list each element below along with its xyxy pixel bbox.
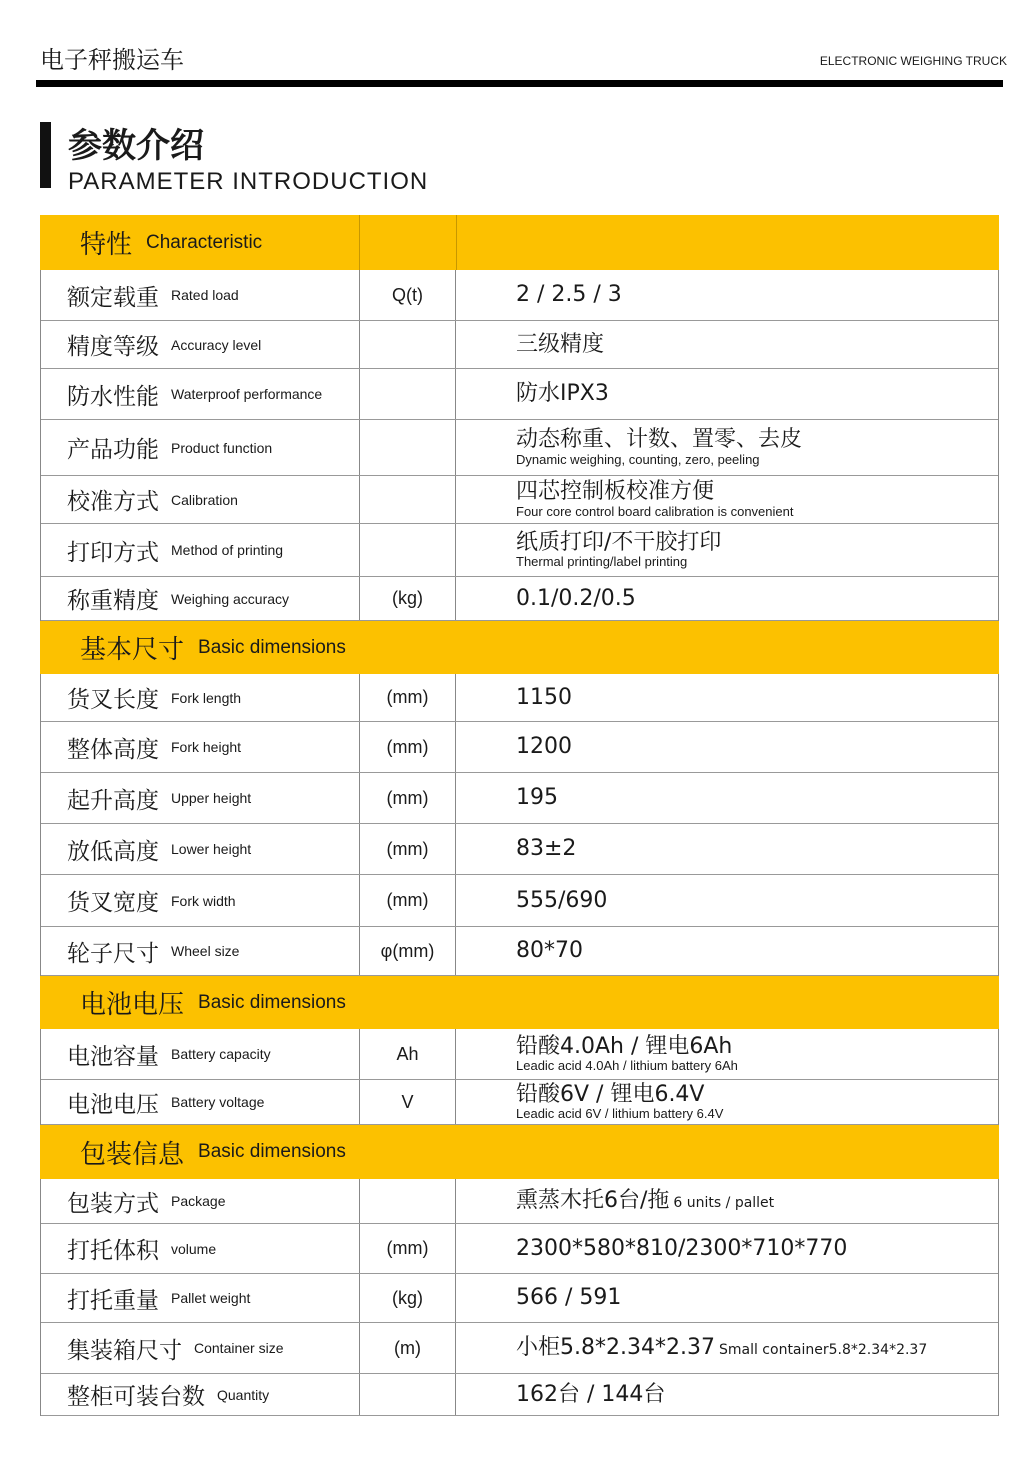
param-label-cn: 放低高度 bbox=[67, 838, 159, 865]
param-label bbox=[40, 773, 359, 823]
param-unit: φ(mm) bbox=[359, 927, 456, 975]
value-text: 80*70 bbox=[516, 938, 583, 964]
param-label bbox=[40, 524, 359, 576]
param-label-en: Quantity bbox=[217, 1386, 270, 1403]
param-value bbox=[456, 824, 999, 874]
table-row bbox=[40, 1274, 999, 1323]
param-label-en: Rated load bbox=[171, 287, 239, 303]
param-label-en: Wheel size bbox=[171, 943, 240, 959]
param-label bbox=[40, 1374, 359, 1415]
param-label-cn: 防水性能 bbox=[67, 383, 159, 410]
table-row bbox=[40, 875, 999, 927]
group-title-cn: 基本尺寸 bbox=[80, 635, 185, 665]
param-label-en: Accuracy level bbox=[171, 336, 262, 353]
param-unit bbox=[359, 476, 456, 523]
param-value bbox=[456, 722, 999, 772]
param-unit: (mm) bbox=[359, 773, 456, 823]
value-text: 1150 bbox=[516, 684, 572, 710]
table-row bbox=[40, 369, 999, 420]
param-label-en: Battery capacity bbox=[171, 1046, 271, 1062]
param-unit bbox=[359, 1179, 456, 1223]
param-value bbox=[456, 1374, 999, 1415]
param-label bbox=[40, 1323, 359, 1373]
param-value bbox=[456, 420, 999, 475]
value-subtext: Dynamic weighing, counting, zero, peeling bbox=[516, 451, 760, 467]
value-subtext: Leadic acid 4.0Ah / lithium battery 6Ah bbox=[516, 1058, 738, 1074]
group-header bbox=[40, 621, 999, 674]
param-label-en: Fork length bbox=[171, 689, 242, 706]
param-value bbox=[456, 674, 999, 721]
param-unit bbox=[359, 420, 456, 475]
param-label bbox=[40, 1274, 359, 1322]
value-text: 566 / 591 bbox=[516, 1285, 622, 1311]
param-label-cn: 称重精度 bbox=[67, 588, 159, 614]
param-label bbox=[40, 476, 359, 523]
param-label bbox=[40, 722, 359, 772]
param-value bbox=[456, 577, 999, 620]
param-label-en: volume bbox=[171, 1240, 217, 1257]
table-row bbox=[40, 722, 999, 773]
header-divider bbox=[456, 215, 457, 270]
value-text: 2300*580*810/2300*710*770 bbox=[516, 1235, 848, 1261]
table-row bbox=[40, 927, 999, 976]
param-label-cn: 电池电压 bbox=[67, 1091, 159, 1118]
value-text: 1200 bbox=[516, 734, 572, 760]
param-label bbox=[40, 1080, 359, 1124]
param-label-cn: 轮子尺寸 bbox=[67, 940, 159, 967]
value-text: 动态称重、计数、置零、去皮 bbox=[516, 427, 803, 453]
section-title-cn: 参数介绍 bbox=[68, 126, 204, 166]
param-unit: (mm) bbox=[359, 1224, 456, 1273]
param-label bbox=[40, 1029, 359, 1079]
param-label-cn: 电池容量 bbox=[67, 1043, 159, 1070]
value-subtext: Four core control board calibration is convenient bbox=[516, 503, 794, 519]
param-unit bbox=[359, 321, 456, 368]
param-label-en: Package bbox=[171, 1193, 226, 1209]
param-label-cn: 打托重量 bbox=[67, 1287, 159, 1314]
param-unit: V bbox=[359, 1080, 456, 1124]
param-label bbox=[40, 1224, 359, 1273]
param-label bbox=[40, 420, 359, 475]
param-value bbox=[456, 1224, 999, 1273]
param-label-en: Calibration bbox=[171, 491, 238, 508]
header-rule bbox=[36, 80, 1003, 87]
group-title-cn: 电池电压 bbox=[80, 990, 185, 1020]
value-text: 小柜5.8*2.34*2.37 Small container5.8*2.34*2.37 bbox=[516, 1335, 928, 1361]
param-label bbox=[40, 1179, 359, 1223]
param-label-cn: 整体高度 bbox=[67, 736, 159, 763]
table-row bbox=[40, 674, 999, 722]
table-row bbox=[40, 1179, 999, 1224]
param-label-en: Weighing accuracy bbox=[171, 590, 290, 607]
param-unit: (mm) bbox=[359, 875, 456, 926]
value-subtext: Thermal printing/label printing bbox=[516, 554, 688, 570]
param-label bbox=[40, 674, 359, 721]
table-row bbox=[40, 524, 999, 577]
value-text: 2 / 2.5 / 3 bbox=[516, 282, 622, 308]
param-value bbox=[456, 1179, 999, 1223]
param-label bbox=[40, 369, 359, 419]
value-subtext: Leadic acid 6V / lithium battery 6.4V bbox=[516, 1106, 724, 1122]
param-value bbox=[456, 875, 999, 926]
group-header bbox=[40, 215, 999, 270]
param-label-en: Battery voltage bbox=[171, 1094, 265, 1110]
param-label-cn: 包装方式 bbox=[67, 1190, 159, 1217]
param-value bbox=[456, 321, 999, 368]
group-title-en: Basic dimensions bbox=[198, 636, 346, 658]
param-value bbox=[456, 524, 999, 576]
table-row bbox=[40, 1374, 999, 1416]
table-row bbox=[40, 824, 999, 875]
value-text: 四芯控制板校准方便 bbox=[516, 479, 715, 505]
param-label-en: Product function bbox=[171, 439, 273, 456]
group-title-cn: 包装信息 bbox=[80, 1139, 185, 1170]
value-text: 555/690 bbox=[516, 887, 608, 913]
param-label-cn: 打托体积 bbox=[67, 1238, 159, 1264]
table-row bbox=[40, 270, 999, 321]
param-unit bbox=[359, 1374, 456, 1415]
param-label bbox=[40, 270, 359, 320]
value-text: 三级精度 bbox=[516, 331, 605, 357]
group-title-en: Characteristic bbox=[146, 231, 263, 253]
table-row bbox=[40, 773, 999, 824]
param-label bbox=[40, 321, 359, 368]
param-label-cn: 货叉长度 bbox=[67, 687, 159, 713]
value-inline-en: Small container5.8*2.34*2.37 bbox=[718, 1342, 928, 1359]
value-text: 熏蒸木托6台/拖 6 units / pallet bbox=[516, 1188, 775, 1214]
parameter-table bbox=[40, 215, 999, 1416]
value-inline-en: 6 units / pallet bbox=[673, 1195, 775, 1212]
header-divider bbox=[359, 215, 360, 270]
param-label-en: Method of printing bbox=[171, 542, 284, 558]
group-title-en: Basic dimensions bbox=[198, 1141, 346, 1162]
value-text: 铅酸4.0Ah / 锂电6Ah bbox=[516, 1033, 733, 1059]
table-row bbox=[40, 577, 999, 621]
group-title-en: Basic dimensions bbox=[198, 991, 346, 1013]
param-label-en: Lower height bbox=[171, 841, 252, 857]
param-unit bbox=[359, 524, 456, 576]
param-value bbox=[456, 369, 999, 419]
param-unit: Q(t) bbox=[359, 270, 456, 320]
table-row bbox=[40, 476, 999, 524]
group-header bbox=[40, 976, 999, 1029]
param-unit: (m) bbox=[359, 1323, 456, 1373]
param-label-cn: 额定载重 bbox=[67, 284, 159, 311]
param-unit: (mm) bbox=[359, 674, 456, 721]
table-row bbox=[40, 1323, 999, 1374]
param-value bbox=[456, 270, 999, 320]
param-label-cn: 精度等级 bbox=[67, 334, 159, 360]
page-title-cn: 电子秤搬运车 bbox=[40, 46, 184, 74]
value-text: 铅酸6V / 锂电6.4V bbox=[516, 1081, 705, 1107]
table-row bbox=[40, 321, 999, 369]
param-unit: (kg) bbox=[359, 577, 456, 620]
page-title-en: ELECTRONIC WEIGHING TRUCK bbox=[819, 54, 1007, 68]
param-label-en: Container size bbox=[194, 1340, 284, 1356]
param-label-en: Waterproof performance bbox=[171, 386, 323, 402]
param-unit bbox=[359, 369, 456, 419]
param-label-cn: 校准方式 bbox=[67, 489, 159, 515]
param-label-cn: 集装箱尺寸 bbox=[67, 1337, 182, 1364]
param-label-en: Pallet weight bbox=[171, 1290, 251, 1306]
param-value bbox=[456, 1323, 999, 1373]
param-label-cn: 起升高度 bbox=[67, 787, 159, 814]
param-label bbox=[40, 577, 359, 620]
param-value bbox=[456, 1029, 999, 1079]
param-label-en: Upper height bbox=[171, 790, 252, 806]
group-header bbox=[40, 1125, 999, 1179]
param-label bbox=[40, 875, 359, 926]
value-text: 195 bbox=[516, 785, 558, 811]
value-text: 162台 / 144台 bbox=[516, 1381, 666, 1407]
value-text: 83±2 bbox=[516, 836, 577, 862]
param-label-cn: 整柜可装台数 bbox=[67, 1384, 205, 1410]
param-label bbox=[40, 824, 359, 874]
param-unit: (mm) bbox=[359, 722, 456, 772]
param-value bbox=[456, 927, 999, 975]
param-value bbox=[456, 476, 999, 523]
table-row bbox=[40, 420, 999, 476]
param-label-en: Fork width bbox=[171, 892, 236, 909]
param-label-cn: 产品功能 bbox=[67, 437, 159, 463]
param-label-cn: 货叉宽度 bbox=[67, 890, 159, 916]
table-row bbox=[40, 1080, 999, 1125]
param-unit: (mm) bbox=[359, 824, 456, 874]
value-text: 0.1/0.2/0.5 bbox=[516, 585, 636, 611]
param-label-cn: 打印方式 bbox=[67, 539, 159, 566]
group-title-cn: 特性 bbox=[80, 230, 133, 260]
table-row bbox=[40, 1029, 999, 1080]
param-value bbox=[456, 1080, 999, 1124]
table-row bbox=[40, 1224, 999, 1274]
param-value bbox=[456, 1274, 999, 1322]
param-unit: (kg) bbox=[359, 1274, 456, 1322]
section-title-en: PARAMETER INTRODUCTION bbox=[68, 168, 429, 195]
value-text: 纸质打印/不干胶打印 bbox=[516, 529, 722, 555]
value-text: 防水IPX3 bbox=[516, 381, 609, 407]
param-label bbox=[40, 927, 359, 975]
param-label-en: Fork height bbox=[171, 739, 242, 755]
param-unit: Ah bbox=[359, 1029, 456, 1079]
param-value bbox=[456, 773, 999, 823]
section-marker bbox=[40, 122, 51, 188]
